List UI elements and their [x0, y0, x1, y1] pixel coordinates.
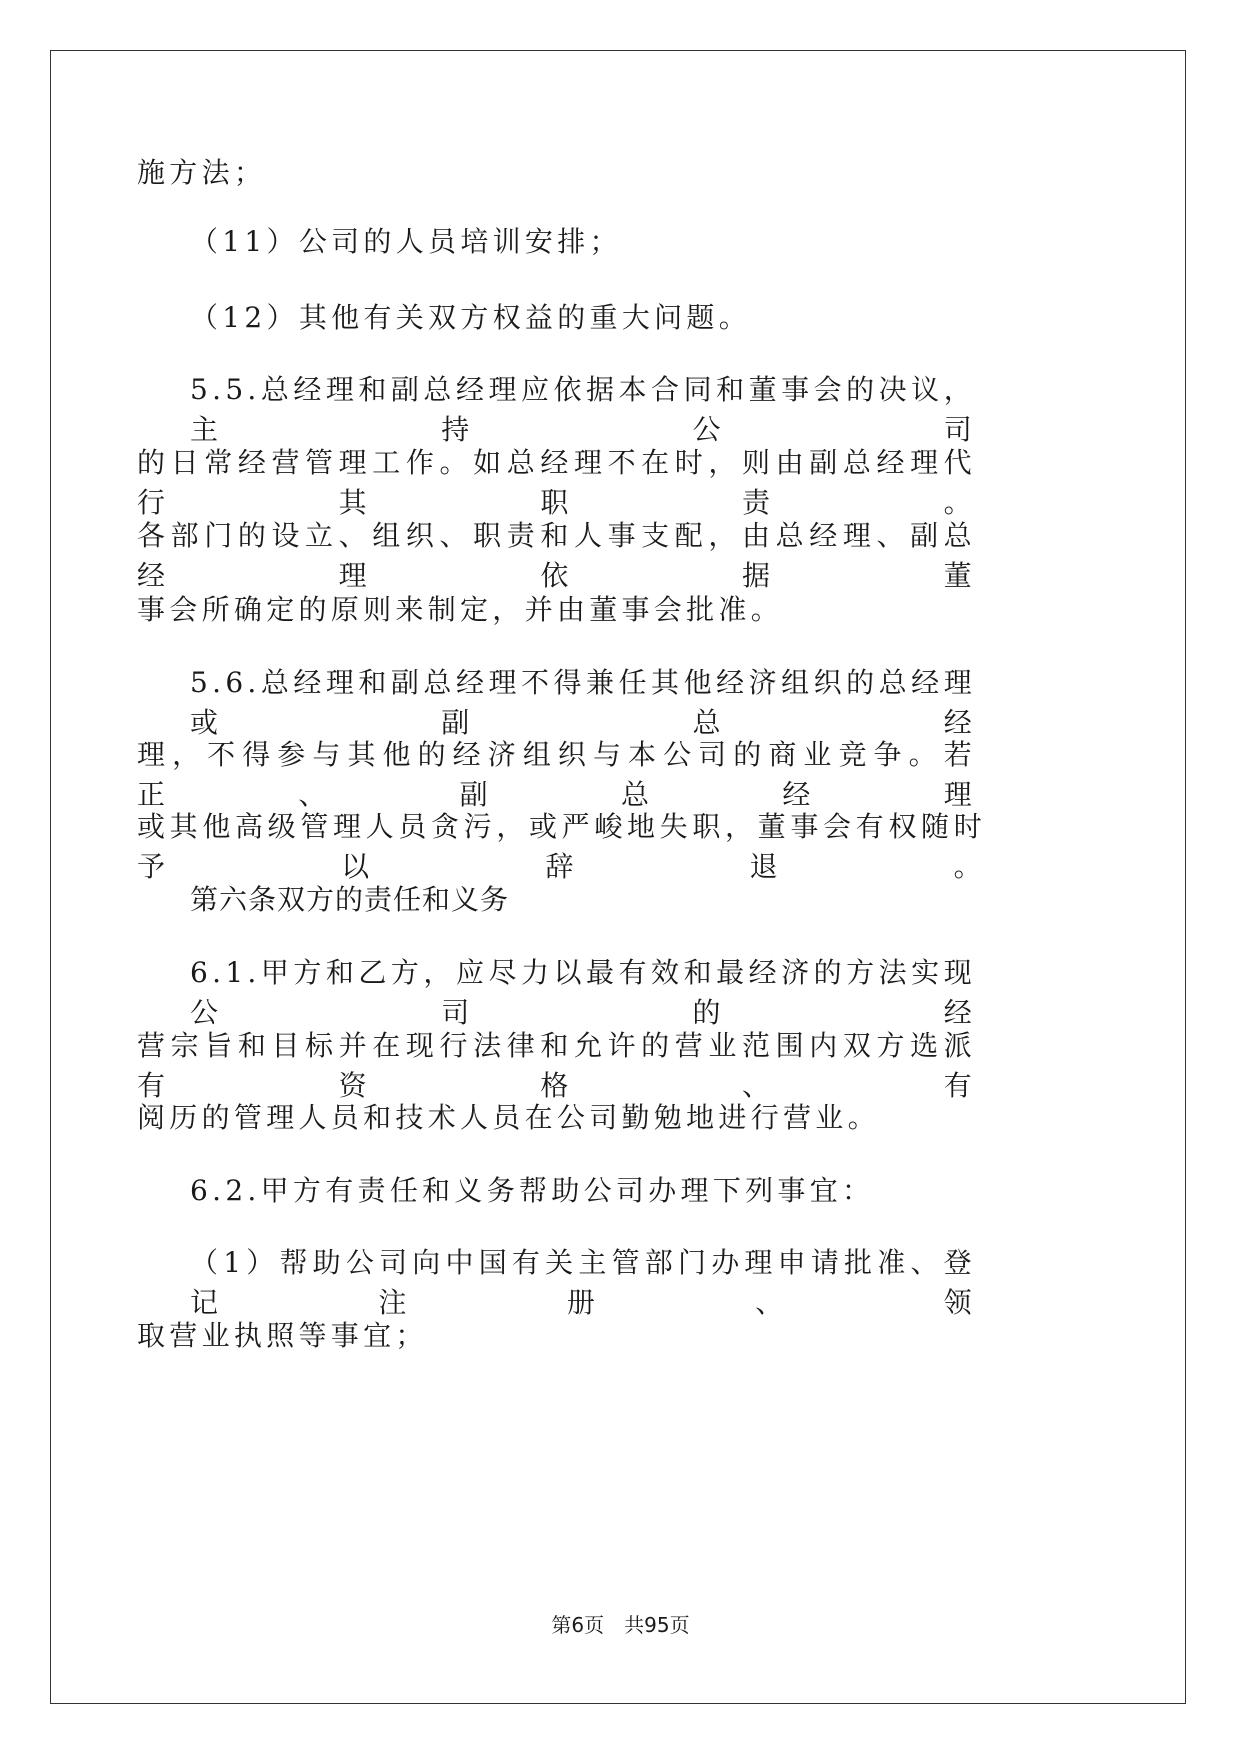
text-line: 营宗旨和目标并在现行法律和允许的营业范围内双方选派有资格、有 — [137, 1029, 976, 1102]
text-line: 5.5.总经理和副总经理应依据本合同和董事会的决议，主持公司 — [190, 373, 976, 446]
page-total: 共95页 — [624, 1613, 690, 1637]
text-line: 5.6.总经理和副总经理不得兼任其他经济组织的总经理或副总经 — [190, 666, 976, 739]
page-footer — [0, 1612, 1241, 1638]
section-heading: 第六条双方的责任和义务 — [190, 883, 510, 916]
text-line: （11）公司的人员培训安排； — [190, 225, 622, 258]
text-line: 施方法； — [137, 156, 267, 189]
text-line: 各部门的设立、组织、职责和人事支配，由总经理、副总经理依据董 — [137, 519, 976, 592]
text-line: 的日常经营管理工作。如总经理不在时，则由副总经理代行其职责。 — [137, 446, 976, 519]
text-line: 6.1.甲方和乙方，应尽力以最有效和最经济的方法实现公司的经 — [190, 956, 976, 1029]
page-number: 第6页 — [551, 1613, 605, 1637]
text-line: 事会所确定的原则来制定，并由董事会批准。 — [137, 593, 784, 626]
text-line: （1）帮助公司向中国有关主管部门办理申请批准、登记注册、领 — [190, 1246, 976, 1319]
text-line: 理，不得参与其他的经济组织与本公司的商业竞争。若正、副总经理 — [137, 738, 976, 811]
text-line: 或其他高级管理人员贪污，或严峻地失职，董事会有权随时予以辞退。 — [137, 810, 986, 883]
text-line: 6.2.甲方有责任和义务帮助公司办理下列事宜： — [190, 1174, 875, 1207]
text-line: 阅历的管理人员和技术人员在公司勤勉地进行营业。 — [137, 1101, 880, 1134]
text-line: 取营业执照等事宜； — [137, 1319, 428, 1352]
text-line: （12）其他有关双方权益的重大问题。 — [190, 301, 752, 334]
